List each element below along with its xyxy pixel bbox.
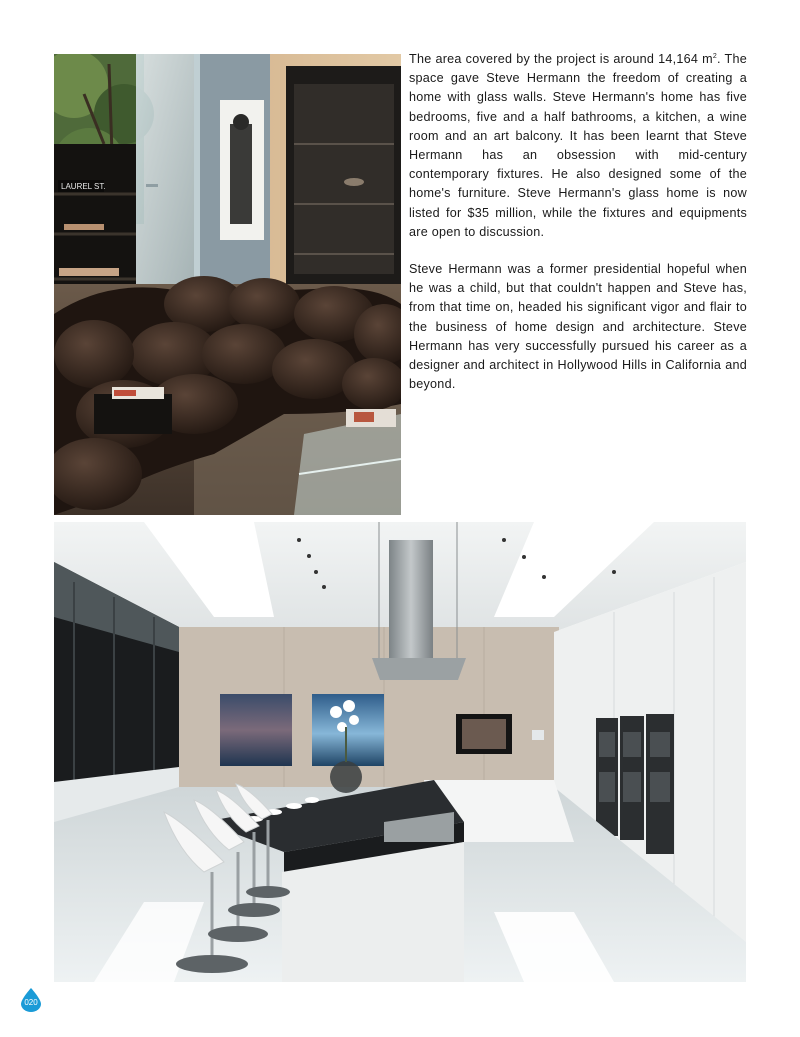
laurel-street-sign: LAUREL ST. xyxy=(61,182,106,191)
article-paragraph: The area covered by the project is around 14,164 $m^2$. The space gave Steve Hermann the freedom of creating a home with glass walls. Steve Hermann's home has five bedrooms, five and a half bathrooms, a kitchen, a wine room and an art balcony. It has been learnt that Steve Hermann has an obsession with mid-century contemporary fixtures. He also designed some of the home's furniture. Steve Hermann's glass home is now listed for $35 million, while the fixtures and equipments are open to discussion. xyxy=(409,52,747,239)
page-number-badge xyxy=(21,988,41,1012)
superscript: 2 xyxy=(712,52,718,60)
kitchen-photo xyxy=(54,522,746,982)
living-room-photo xyxy=(54,54,401,515)
article-paragraph: Steve Hermann was a former presidential hopeful when he was a child, but that couldn't happen and Steve has, from that time on, headed his significant vigor and flair to the business of home design and architecture. Steve Hermann has very successfully pursued his career as a designer and architect in Hollywood Hills in California and beyond. xyxy=(409,262,747,392)
page-number: 020 xyxy=(24,998,38,1007)
article-text xyxy=(409,50,747,412)
